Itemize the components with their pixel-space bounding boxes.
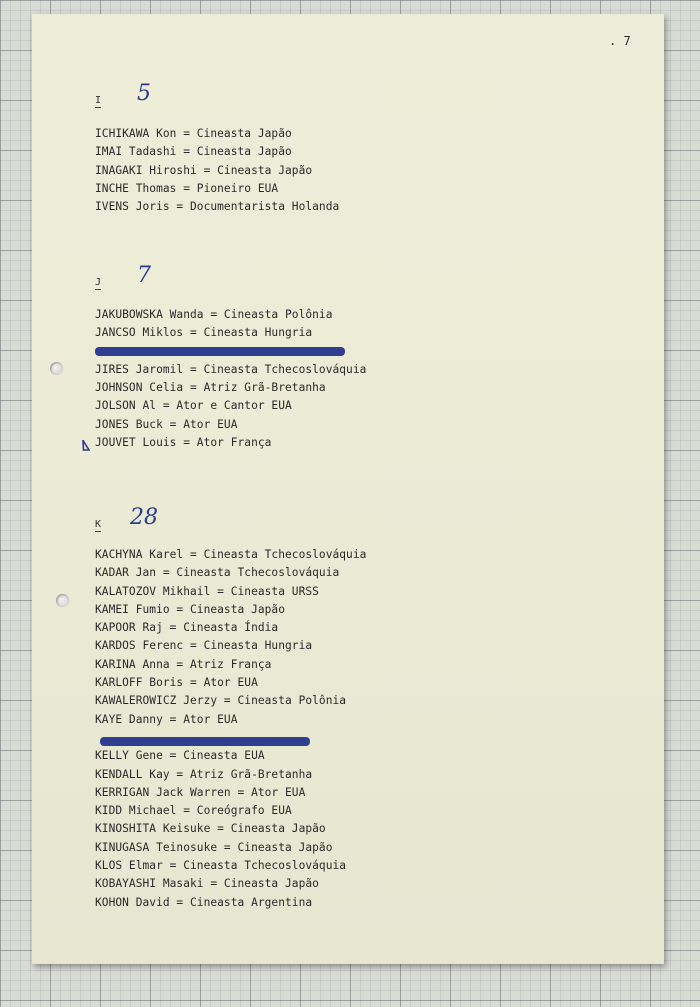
list-item: JOUVET Louis = Ator França — [95, 436, 272, 450]
page-number: . 7 — [609, 34, 631, 48]
list-item: ICHIKAWA Kon = Cineasta Japão — [95, 127, 292, 140]
list-item: IMAI Tadashi = Cineasta Japão — [95, 145, 292, 159]
list-item: JONES Buck = Ator EUA — [95, 417, 238, 431]
list-item: JOHNSON Celia = Atriz Grã-Bretanha — [95, 381, 326, 395]
section-letter: J — [95, 277, 102, 288]
entry-list — [95, 306, 366, 452]
list-item: KIDD Michael = Coreógrafo EUA — [95, 804, 292, 818]
redaction-strike — [100, 737, 310, 746]
pen-mark-icon — [82, 440, 90, 451]
punch-hole-top — [50, 362, 63, 375]
list-item: JANCSO Miklos = Cineasta Hungria — [95, 326, 313, 340]
list-item: INAGAKI Hiroshi = Cineasta Japão — [95, 163, 313, 177]
list-item: JOLSON Al = Ator e Cantor EUA — [95, 399, 292, 413]
list-item: JIRES Jaromil = Cineasta Tchecoslováquia — [95, 362, 367, 376]
list-item: KELLY Gene = Cineasta EUA — [95, 749, 265, 763]
list-item: KINUGASA Teinosuke = Cineasta Japão — [95, 840, 333, 854]
entry-list — [95, 546, 366, 912]
list-item: INCHE Thomas = Pioneiro EUA — [95, 181, 279, 195]
typed-page — [32, 14, 664, 964]
list-item: KAYE Danny = Ator EUA — [95, 712, 238, 726]
list-item: KOHON David = Cineasta Argentina — [95, 895, 313, 909]
punch-hole-bottom — [56, 594, 69, 607]
list-item: KARDOS Ferenc = Cineasta Hungria — [95, 639, 313, 653]
list-item: KARINA Anna = Atriz França — [95, 657, 272, 671]
handwritten-count: 5 — [137, 81, 151, 106]
handwritten-count: 7 — [137, 263, 151, 288]
redaction-strike — [95, 347, 345, 356]
list-item: IVENS Joris = Documentarista Holanda — [95, 200, 340, 214]
list-item: KADAR Jan = Cineasta Tchecoslováquia — [95, 566, 340, 580]
section-letter: K — [95, 519, 102, 530]
list-item: KLOS Elmar = Cineasta Tchecoslováquia — [95, 859, 347, 873]
list-item: KAPOOR Raj = Cineasta Índia — [95, 621, 279, 635]
list-item: KINOSHITA Keisuke = Cineasta Japão — [95, 822, 326, 836]
list-item: KERRIGAN Jack Warren = Ator EUA — [95, 785, 306, 799]
list-item: KACHYNA Karel = Cineasta Tchecoslováquia — [95, 548, 367, 561]
list-item: KALATOZOV Mikhail = Cineasta URSS — [95, 584, 319, 598]
list-item: KARLOFF Boris = Ator EUA — [95, 676, 258, 690]
handwritten-count: 28 — [130, 505, 158, 530]
section-letter: I — [95, 95, 102, 106]
list-item: KAWALEROWICZ Jerzy = Cineasta Polônia — [95, 694, 347, 708]
list-item: KOBAYASHI Masaki = Cineasta Japão — [95, 877, 319, 891]
list-item: KENDALL Kay = Atriz Grã-Bretanha — [95, 767, 313, 781]
list-item: KAMEI Fumio = Cineasta Japão — [95, 602, 285, 616]
list-item: JAKUBOWSKA Wanda = Cineasta Polônia — [95, 308, 333, 321]
entry-list — [95, 125, 339, 216]
